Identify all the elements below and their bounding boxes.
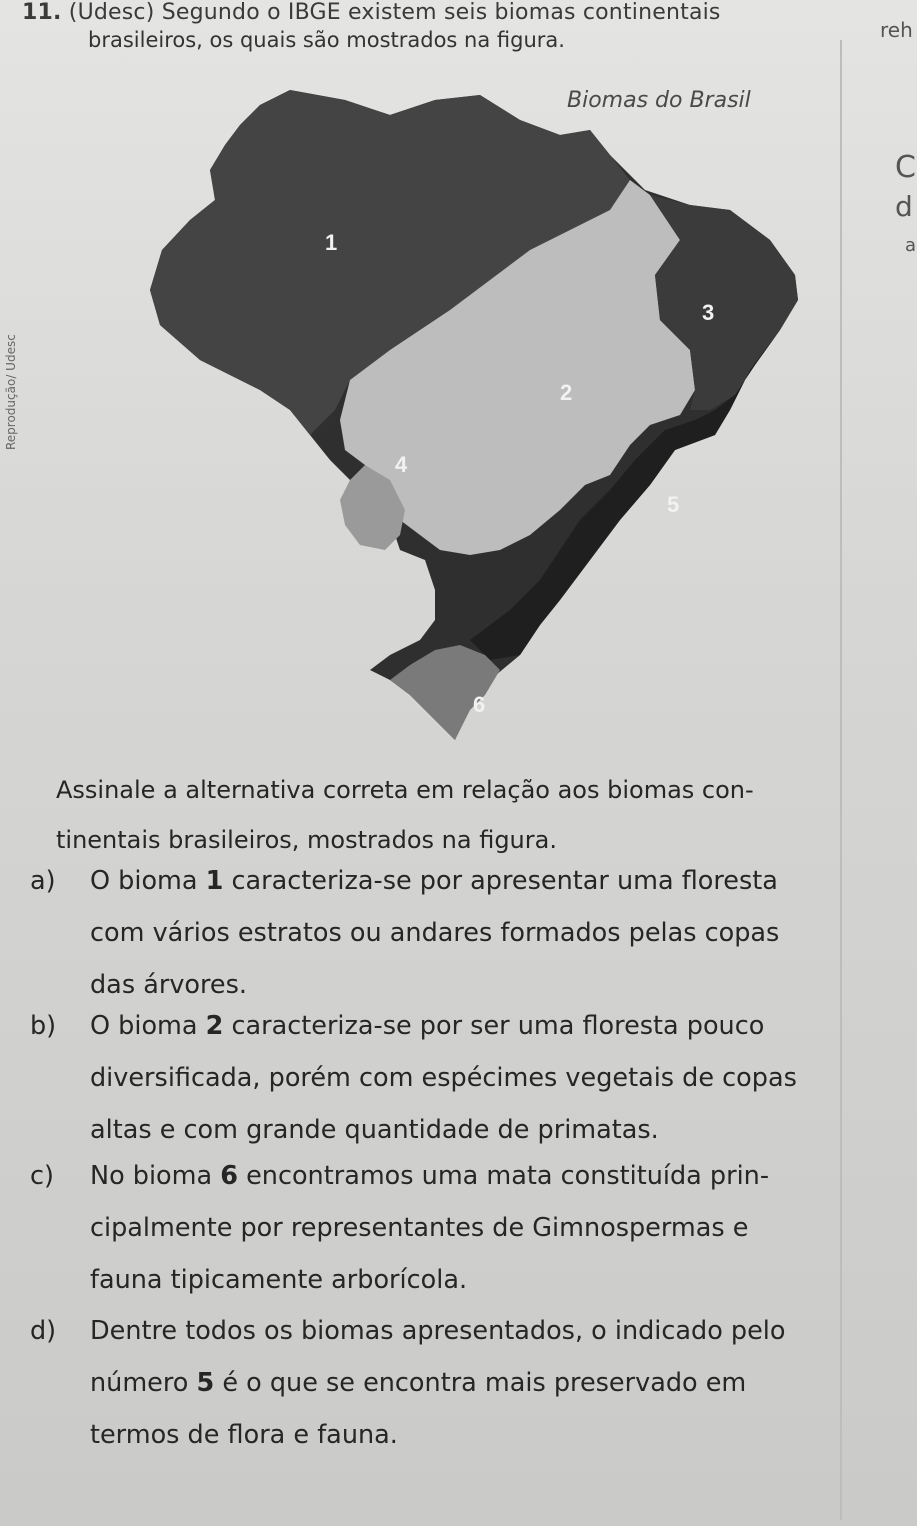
alternative-text: das árvores. xyxy=(90,970,248,1000)
biome-label-4: 4 xyxy=(395,452,408,477)
question-number: 11. xyxy=(22,0,62,25)
image-credit: Reprodução/ Udesc xyxy=(4,334,18,450)
alternative-text: com vários estratos ou andares formados pelas copas xyxy=(90,918,780,948)
alternative-text: O bioma 1 caracteriza-se por apresentar uma floresta xyxy=(90,866,778,896)
biomes-map xyxy=(90,80,850,760)
alternative-letter: b) xyxy=(30,1011,57,1041)
biome-label-1: 1 xyxy=(325,230,338,255)
question-source-text: (Udesc) Segundo o IBGE existem seis biomas continentais xyxy=(68,0,721,25)
side-fragment-d: d xyxy=(895,190,913,223)
side-fragment-a: a xyxy=(905,235,917,256)
alternative-c[interactable] xyxy=(30,1150,860,1306)
alternative-b[interactable] xyxy=(30,1000,860,1156)
alternative-a[interactable] xyxy=(30,855,860,1011)
alternative-d[interactable] xyxy=(30,1305,860,1461)
alternative-text: Dentre todos os biomas apresentados, o indicado pelo xyxy=(90,1316,786,1346)
alternative-letter: a) xyxy=(30,866,56,896)
side-fragment-c: C xyxy=(895,150,916,185)
alternative-text: cipalmente por representantes de Gimnospermas e xyxy=(90,1213,749,1243)
side-fragment-top: reh xyxy=(880,18,913,42)
biome-label-6: 6 xyxy=(473,692,486,717)
alternative-text: diversificada, porém com espécimes vegetais de copas xyxy=(90,1063,797,1093)
question-stem xyxy=(56,765,856,865)
question-header xyxy=(22,0,721,25)
alternative-letter: c) xyxy=(30,1161,54,1191)
map-title: Biomas do Brasil xyxy=(567,88,751,113)
alternative-text: fauna tipicamente arborícola. xyxy=(90,1265,468,1295)
alternative-letter: d) xyxy=(30,1316,57,1346)
alternative-text: O bioma 2 caracteriza-se por ser uma floresta pouco xyxy=(90,1011,765,1041)
question-header-line2: brasileiros, os quais são mostrados na figura. xyxy=(88,28,565,52)
alternative-text: número 5 é o que se encontra mais preservado em xyxy=(90,1368,747,1398)
stem-line: Assinale a alternativa correta em relação aos biomas con- xyxy=(56,776,754,804)
alternative-text: termos de flora e fauna. xyxy=(90,1420,398,1450)
stem-line: tinentais brasileiros, mostrados na figura. xyxy=(56,826,557,854)
alternative-text: altas e com grande quantidade de primatas. xyxy=(90,1115,659,1145)
biome-label-3: 3 xyxy=(702,300,715,325)
biome-label-5: 5 xyxy=(667,492,680,517)
biome-label-2: 2 xyxy=(560,380,573,405)
alternative-text: No bioma 6 encontramos uma mata constituída prin- xyxy=(90,1161,770,1191)
